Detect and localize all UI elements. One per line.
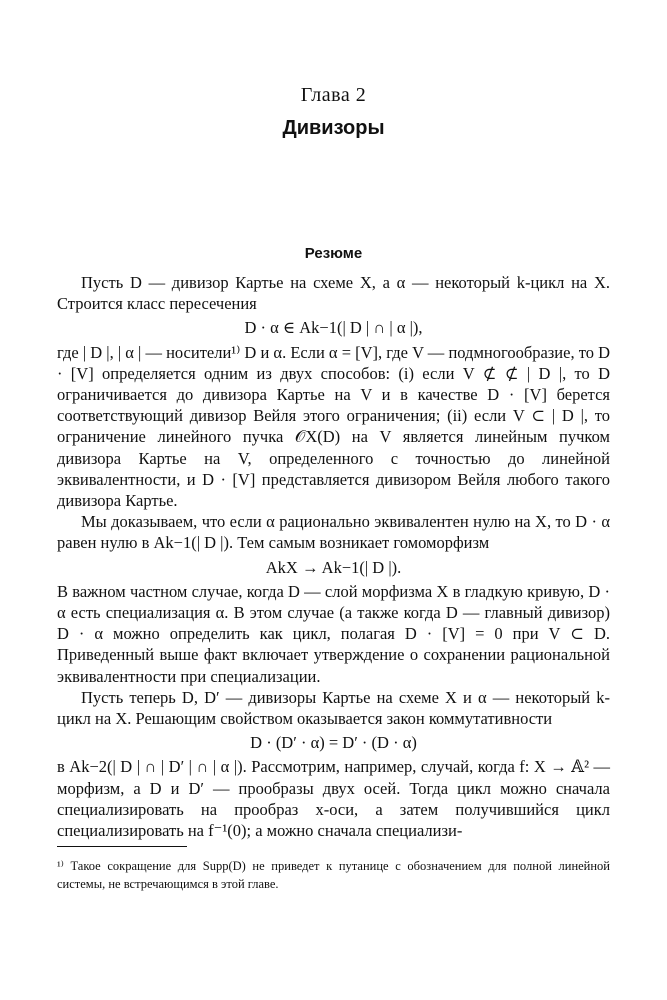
formula: D · (D′ · α) = D′ · (D · α) bbox=[250, 733, 417, 753]
formula: AkX → Ak−1(| D |). bbox=[265, 557, 402, 577]
formula: D · α ∈ Ak−1(| D | ∩ | α |), bbox=[244, 318, 423, 338]
chapter-title: Дивизоры bbox=[282, 117, 385, 139]
body-text bbox=[57, 272, 610, 841]
paragraph: Мы доказываем, что если α рационально эквивалентен нулю на X, то D · α равен нулю в Ak−1(| D |). Тем самым возникает гомоморфизм bbox=[57, 512, 610, 553]
chapter-number: Глава 2 bbox=[300, 84, 367, 106]
footnote: ¹⁾ Такое сокращение для Supp(D) не приведет к путанице с обозначением для полной линейной системы, не встречающимся в этой главе. bbox=[57, 859, 610, 891]
paragraph: Пусть D — дивизор Картье на схеме X, а α — некоторый k-цикл на X. Строится класс пересечения bbox=[57, 273, 610, 314]
section-title: Резюме bbox=[304, 245, 363, 262]
paragraph: где | D |, | α | — носители¹⁾ D и α. Если α = [V], где V — подмногообразие, то D · [V] определяется одним из двух способов: (i) если V ⊄ ⊄ | D |, то D ограничивается до дивизора Картье на V и в качестве D · [V] берется соответствующий дивизор Вейля этого ограничения; (ii) если V ⊂ | D |, то ограничение линейного пучка 𝒪X(D) на V является линейным пучком дивизора Картье на V, определенного с точностью до линейной эквивалентности, и D · [V] представляется дивизором Вейля любого такого дивизора Картье. bbox=[57, 342, 610, 511]
paragraph: В важном частном случае, когда D — слой морфизма X в гладкую кривую, D · α есть специализация α. В этом случае (а также когда D — главный дивизор) D · α можно определить как цикл, полагая D · [V] = 0 при V ⊂ D. Приведенный выше факт включает утверждение о сохранении рациональной эквивалентности при специализации. bbox=[57, 581, 610, 686]
paragraph: Пусть теперь D, D′ — дивизоры Картье на схеме X и α — некоторый k-цикл на X. Решающим свойством оказывается закон коммутативности bbox=[57, 687, 610, 729]
paragraph: в Ak−2(| D | ∩ | D′ | ∩ | α |). Рассмотрим, например, случай, когда f: X → 𝔸² — морфизм, а D и D′ — прообразы двух осей. Тогда цикл можно сначала специализировать на прообраз x-оси, а затем получившийся цикл специализировать на f⁻¹(0); а можно сначала специализи- bbox=[57, 757, 610, 841]
footnote-divider bbox=[57, 846, 187, 847]
